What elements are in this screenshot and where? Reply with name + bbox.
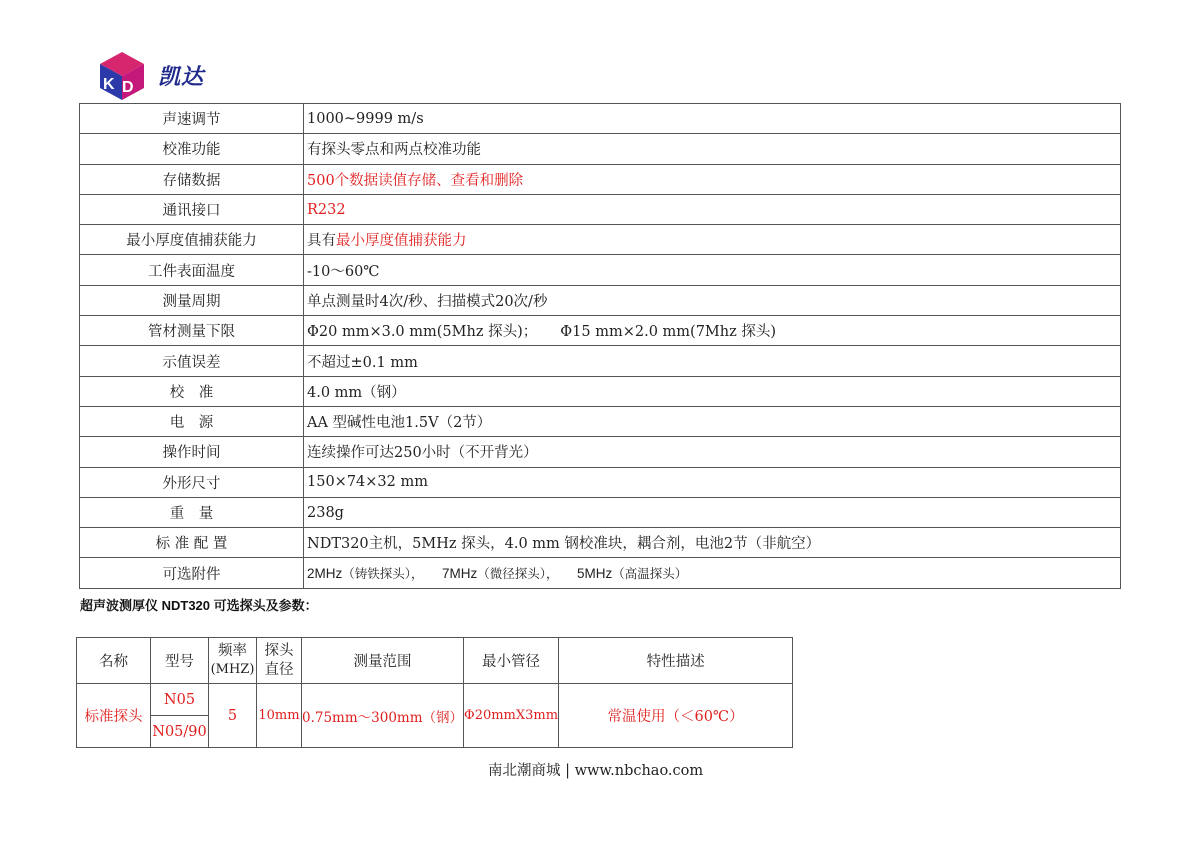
svg-text:D: D — [122, 79, 134, 96]
spec-label: 通讯接口 — [80, 194, 304, 224]
table-row — [80, 558, 1121, 588]
logo-cube-icon — [96, 50, 148, 102]
spec-label: 声速调节 — [80, 104, 304, 134]
table-row — [80, 497, 1121, 527]
probe-desc: 常温使用（＜60℃） — [559, 684, 793, 748]
accessory-freq: 2MHz — [307, 566, 343, 582]
header-desc: 特性描述 — [559, 638, 793, 684]
spec-value-highlight: 最小厚度值捕获能力 — [336, 233, 467, 250]
table-row — [77, 684, 793, 716]
spec-label: 工件表面温度 — [80, 255, 304, 285]
table-row — [80, 164, 1121, 194]
header-name: 名称 — [77, 638, 151, 684]
probe-model: N05 — [151, 684, 209, 716]
logo-letters: K — [103, 76, 115, 93]
accessory-desc: （微径探头）， — [477, 566, 559, 582]
table-row — [80, 376, 1121, 406]
table-row — [80, 528, 1121, 558]
table-row — [80, 255, 1121, 285]
table-row — [80, 467, 1121, 497]
spec-label: 操作时间 — [80, 437, 304, 467]
header-model: 型号 — [151, 638, 209, 684]
spec-label: 重 量 — [80, 497, 304, 527]
spec-label: 校准功能 — [80, 134, 304, 164]
spec-label: 校 准 — [80, 376, 304, 406]
spec-value: 1000~9999 m/s — [304, 104, 1121, 134]
probe-min-pipe: Φ20mmX3mm — [464, 684, 559, 748]
table-row — [80, 285, 1121, 315]
probe-name: 标准探头 — [77, 684, 151, 748]
accessory-freq: 7MHz — [441, 566, 478, 582]
probe-model: N05/90 — [151, 716, 209, 748]
spec-value: Φ20 mm×3.0 mm(5Mhz 探头)； Φ15 mm×2.0 mm(7Mhz 探头) — [304, 316, 1121, 346]
table-header-row — [77, 638, 793, 684]
spec-value: 不超过±0.1 mm — [304, 346, 1121, 376]
table-row — [80, 346, 1121, 376]
footer-text: 南北潮商城 | www.nbchao.com — [488, 763, 704, 779]
header-min-pipe: 最小管径 — [464, 638, 559, 684]
spec-value: 单点测量时4次/秒、扫描模式20次/秒 — [304, 285, 1121, 315]
table-row — [80, 104, 1121, 134]
accessory-freq: 5MHz — [576, 566, 613, 582]
spec-value: AA 型碱性电池1.5V（2节） — [304, 406, 1121, 436]
table-row — [80, 437, 1121, 467]
spec-label: 可选附件 — [80, 558, 304, 588]
spec-value: 4.0 mm（钢） — [304, 376, 1121, 406]
table-row — [80, 316, 1121, 346]
spec-value-prefix: 具有 — [307, 233, 336, 250]
header-diameter: 探头 直径 — [257, 638, 302, 684]
accessory-desc: （高温探头） — [612, 566, 688, 582]
accessory-desc: （铸铁探头）， — [342, 566, 424, 582]
spec-value: 有探头零点和两点校准功能 — [304, 134, 1121, 164]
table-row — [80, 134, 1121, 164]
spec-value — [304, 225, 1121, 255]
spec-value: 238g — [304, 497, 1121, 527]
spec-label: 外形尺寸 — [80, 467, 304, 497]
spec-value: R232 — [304, 194, 1121, 224]
probe-range: 0.75mm～300mm（钢） — [302, 684, 464, 748]
probe-caption: 超声波测厚仪 NDT320 可选探头及参数： — [80, 598, 318, 613]
spec-label: 最小厚度值捕获能力 — [80, 225, 304, 255]
table-row — [80, 406, 1121, 436]
probe-diameter: 10mm — [257, 684, 302, 748]
brand-name: 凯达 — [158, 65, 205, 90]
spec-label: 电 源 — [80, 406, 304, 436]
spec-value: NDT320主机，5MHz 探头，4.0 mm 钢校准块，耦合剂，电池2节（非航空） — [304, 528, 1121, 558]
spec-label: 存储数据 — [80, 164, 304, 194]
header-range: 测量范围 — [302, 638, 464, 684]
spec-label: 标 准 配 置 — [80, 528, 304, 558]
header-freq: 频率 (MHZ) — [209, 638, 257, 684]
probe-freq: 5 — [209, 684, 257, 748]
spec-label: 测量周期 — [80, 285, 304, 315]
spec-label: 管材测量下限 — [80, 316, 304, 346]
spec-value: 连续操作可达250小时（不开背光） — [304, 437, 1121, 467]
spec-value — [304, 558, 1121, 588]
spec-table — [79, 103, 1121, 589]
spec-value: -10～60℃ — [304, 255, 1121, 285]
table-row — [80, 194, 1121, 224]
probe-table — [76, 637, 793, 748]
spec-value: 150×74×32 mm — [304, 467, 1121, 497]
spec-label: 示值误差 — [80, 346, 304, 376]
spec-value: 500个数据读值存储、查看和删除 — [304, 164, 1121, 194]
table-row — [80, 225, 1121, 255]
